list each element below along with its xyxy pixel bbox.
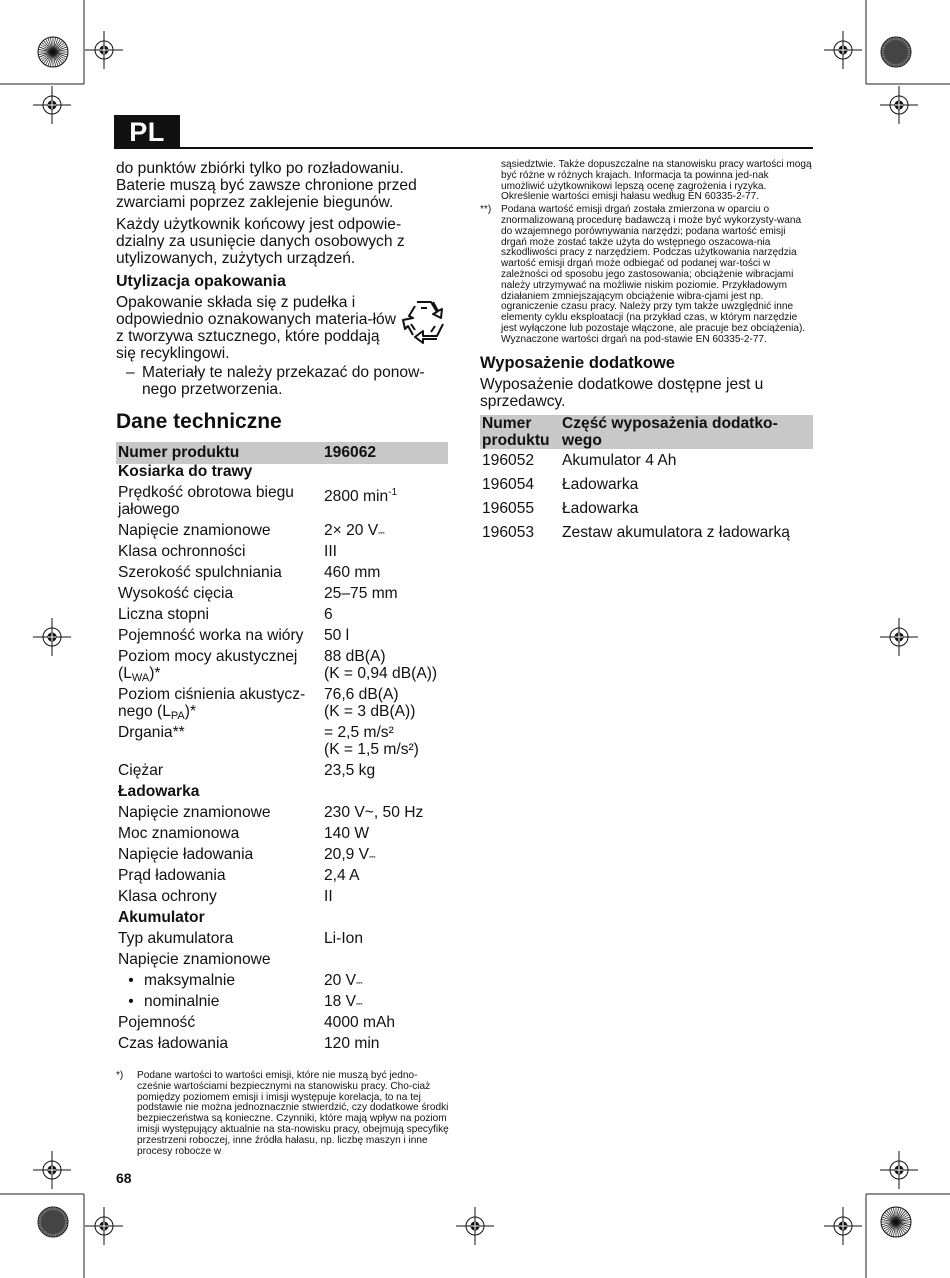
spec-key-text: Poziom ciśnienia akustycz-nego (L	[118, 686, 306, 720]
color-bar-disc-icon	[38, 1207, 68, 1237]
table-row	[116, 523, 448, 544]
spec-subscript: WA	[131, 671, 150, 684]
registration-mark-icon	[880, 86, 918, 124]
spec-value: 23,5 kg	[324, 762, 376, 779]
spec-value: 140 W	[324, 825, 370, 842]
table-row	[116, 805, 448, 826]
spec-key: Napięcie znamionowe	[118, 522, 271, 539]
accessories-text: Wyposażenie dodatkowe dostępne jest u sprzedawcy.	[480, 375, 764, 410]
spec-value-text: 2× 20 V	[324, 522, 379, 539]
registration-mark-icon	[824, 31, 862, 69]
spec-key: Prąd ładowania	[118, 867, 226, 884]
spec-key	[116, 973, 322, 994]
recycling-icon	[399, 296, 449, 344]
table-row	[480, 449, 813, 473]
spec-key: Ciężar	[118, 762, 164, 779]
spec-value	[322, 994, 448, 1015]
spec-header-value: 196062	[322, 442, 448, 464]
table-row	[116, 649, 448, 687]
table-row	[116, 826, 448, 847]
packaging-list-item	[116, 364, 449, 398]
intro-paragraph-2: Każdy użytkownik końcowy jest odpowie-dzialny za usunięcie danych osobowych z utylizowanych, zużytych urządzeń.	[116, 216, 405, 267]
spec-value: Li-Ion	[324, 930, 364, 947]
table-row	[116, 607, 448, 628]
table-row	[116, 847, 448, 868]
table-row	[116, 763, 448, 784]
spec-value: II	[324, 888, 333, 905]
table-row	[480, 497, 813, 521]
spec-section-battery: Akumulator	[118, 909, 205, 926]
spec-key	[116, 687, 322, 725]
table-row	[116, 868, 448, 889]
spec-value	[322, 523, 448, 544]
spec-key: Prędkość obrotowa biegu jałowego	[118, 484, 294, 518]
spec-value: 6	[324, 606, 333, 623]
registration-mark-icon	[456, 1207, 494, 1245]
dash-bullet: –	[126, 364, 135, 381]
accessory-part: Ładowarka	[562, 475, 639, 493]
spec-section-charger: Ładowarka	[118, 783, 200, 800]
header-rule	[180, 147, 813, 149]
spec-value: III	[324, 543, 337, 560]
spec-value-line-1: 76,6 dB(A)	[324, 686, 399, 703]
table-row	[116, 565, 448, 586]
footnote-marker: **)	[480, 204, 492, 216]
table-row	[116, 586, 448, 607]
page-number: 68	[116, 1170, 132, 1186]
language-badge: PL	[114, 115, 180, 149]
spec-superscript: -1	[388, 487, 398, 498]
spec-key: Szerokość spulchniania	[118, 564, 282, 581]
table-row	[480, 473, 813, 497]
packaging-section	[116, 294, 449, 398]
spec-value	[322, 725, 448, 763]
spec-key: Pojemność	[118, 1014, 196, 1031]
accessory-part: Zestaw akumulatora z ładowarką	[562, 523, 790, 541]
spec-header-row	[116, 442, 448, 464]
dc-symbol-icon: ⎓	[356, 978, 362, 987]
spec-section-mower: Kosiarka do trawy	[118, 463, 253, 480]
footnote-marker: *)	[116, 1070, 124, 1081]
spec-value-line-2: (K = 3 dB(A))	[324, 702, 416, 720]
spec-key: Napięcie ładowania	[118, 846, 254, 863]
spec-key: Typ akumulatora	[118, 930, 234, 947]
table-row	[116, 1036, 448, 1057]
spec-header-key: Numer produktu	[116, 442, 322, 464]
table-row	[116, 952, 448, 973]
footnote-emission	[116, 1071, 449, 1157]
spec-key: Pojemność worka na wióry	[118, 627, 304, 644]
spec-key-text: nominalnie	[144, 993, 220, 1010]
table-row	[116, 485, 448, 523]
spec-section-row	[116, 784, 448, 805]
footnote-text: Podana wartość emisji drgań została zmierzona w oparciu o znormalizowaną procedurę badawczą i może być wykorzysty-wana do wzajemnego porównywania narzędzi; podana wartość emisji drgań może zostać także użyta do wstępnego oszacowa-nia szkodliwości pracy z narzędziem. Podczas użytkowania narzędzia wartość emisji drgań może odbiegać od podanej war-tości w zależności od sposobu jego zastosowania; obciążenie wibracjami należy utrzymywać na możliwie niskim poziomie. Przykładowym działaniem zmniejszającym obciążenie wibra-cjami jest np. ograniczenie czasu pracy. Należy przy tym także uwzględnić inne elementy cyklu eksploatacji (na przykład czas, w którym narzędzie jest wyłączone lub pozostaje włączone, ale pracuje bez obciążenia). Wyznaczone wartości drgań na pod-stawie EN 60335-2-77.	[501, 204, 806, 345]
table-row	[116, 1015, 448, 1036]
accessories-heading: Wyposażenie dodatkowe	[480, 353, 675, 372]
accessories-header-row	[480, 415, 813, 449]
spec-value	[322, 847, 448, 868]
table-row	[116, 628, 448, 649]
dc-symbol-icon: ⎓	[378, 528, 384, 537]
spec-value: 25–75 mm	[324, 585, 398, 602]
registration-mark-icon	[33, 618, 71, 656]
color-bar-disc-icon	[881, 1207, 911, 1237]
tech-data-heading: Dane techniczne	[116, 410, 282, 433]
dc-symbol-icon: ⎓	[356, 999, 362, 1008]
accessories-header-part: Część wyposażenia dodatko-wego	[560, 415, 813, 449]
accessories-table	[480, 415, 813, 545]
spec-value-line-1: 88 dB(A)	[324, 648, 386, 665]
spec-key	[116, 649, 322, 687]
spec-value-line-1: = 2,5 m/s²	[324, 724, 394, 741]
registration-mark-icon	[33, 1151, 71, 1189]
packaging-item-text: Materiały te należy przekazać do ponow-nego przetworzenia.	[142, 364, 425, 398]
dc-symbol-icon: ⎓	[369, 852, 375, 861]
spec-key: Napięcie znamionowe	[118, 951, 271, 968]
spec-value	[322, 485, 448, 523]
accessory-number: 196055	[482, 499, 535, 517]
packaging-heading: Utylizacja opakowania	[116, 273, 286, 290]
spec-value: 120 min	[324, 1035, 380, 1052]
registration-mark-icon	[85, 31, 123, 69]
bullet-icon: •	[128, 972, 134, 989]
spec-value-line-2: (K = 0,94 dB(A))	[324, 664, 438, 682]
spec-section-row	[116, 464, 448, 485]
table-row	[116, 931, 448, 952]
left-column	[116, 160, 449, 1157]
table-row	[116, 687, 448, 725]
spec-key-text: Poziom mocy akustycznej (L	[118, 648, 298, 682]
registration-mark-icon	[33, 86, 71, 124]
table-row	[116, 544, 448, 565]
bullet-icon: •	[128, 993, 134, 1010]
table-row	[116, 973, 448, 994]
spec-key	[116, 994, 322, 1015]
accessory-part: Akumulator 4 Ah	[562, 451, 677, 469]
registration-mark-icon	[880, 1151, 918, 1189]
registration-mark-icon	[824, 1207, 862, 1245]
table-row	[116, 725, 448, 763]
spec-value: 230 V~, 50 Hz	[324, 804, 424, 821]
spec-key-suffix: )*	[149, 664, 161, 682]
spec-value-text: 20 V	[324, 972, 357, 989]
color-bar-disc-icon	[38, 37, 68, 67]
spec-value	[322, 649, 448, 687]
spec-value: 2,4 A	[324, 867, 360, 884]
footnote-text: Podane wartości to wartości emisji, które nie muszą być jedno-cześnie wartościami bezpiecznymi na stanowisku pracy. Cho-ciaż pomiędzy poziomem emisji i imisji występuje korelacja, to na tej podstawie nie można jednoznacznie stwierdzić, czy dodatkowe środki bezpieczeństwa są konieczne. Czynniki, które mają wpływ na poziom imisji występujący aktualnie na sta-nowisku pracy, obejmują specyfikę przestrzeni roboczej, inne źródła hałasu, np. liczbę maszyn i inne procesy robocze w	[137, 1070, 449, 1157]
spec-key-text: maksymalnie	[144, 972, 235, 989]
spec-key: Napięcie znamionowe	[118, 804, 271, 821]
table-row	[116, 994, 448, 1015]
spec-key: Klasa ochrony	[118, 888, 217, 905]
spec-section-row	[116, 910, 448, 931]
accessory-number: 196054	[482, 475, 535, 493]
spec-value-text: 2800 min	[324, 488, 389, 505]
spec-key: Klasa ochronności	[118, 543, 246, 560]
registration-mark-icon	[880, 618, 918, 656]
footnote-vibration	[480, 205, 813, 345]
registration-mark-icon	[85, 1207, 123, 1245]
spec-subscript: PA	[170, 709, 185, 722]
spec-value: 460 mm	[324, 564, 381, 581]
spec-value-text: 20,9 V	[324, 846, 370, 863]
spec-value: 50 l	[324, 627, 350, 644]
spec-value: 4000 mAh	[324, 1014, 396, 1031]
accessory-part: Ładowarka	[562, 499, 639, 517]
table-row	[480, 521, 813, 545]
accessory-number: 196053	[482, 523, 535, 541]
accessories-header-number: Numer produktu	[480, 415, 560, 449]
spec-key: Wysokość cięcia	[118, 585, 234, 602]
spec-table	[116, 442, 448, 1057]
right-column	[480, 160, 813, 545]
spec-value	[322, 687, 448, 725]
color-bar-disc-icon	[881, 37, 911, 67]
footnote-emission-continued	[480, 160, 813, 203]
spec-key: Czas ładowania	[118, 1035, 229, 1052]
intro-paragraph-1: do punktów zbiórki tylko po rozładowaniu. Baterie muszą być zawsze chronione przed zwarciami poprzez zaklejenie biegunów.	[116, 160, 417, 211]
spec-key: Moc znamionowa	[118, 825, 240, 842]
spec-key: Drgania**	[118, 724, 185, 741]
spec-value-line-2: (K = 1,5 m/s²)	[324, 740, 419, 758]
spec-value-text: 18 V	[324, 993, 357, 1010]
spec-key: Liczna stopni	[118, 606, 210, 623]
spec-key-suffix: )*	[184, 702, 197, 720]
packaging-text: Opakowanie składa się z pudełka i odpowiednio oznakowanych materia-łów z tworzywa sztucznego, które poddają się recyklingowi.	[116, 294, 396, 362]
accessory-number: 196052	[482, 451, 535, 469]
footnote-text: sąsiedztwie. Także dopuszczalne na stanowisku pracy wartości mogą być różne w różnych krajach. Informacja ta powinna jed-nak umożliwić użytkownikowi lepszą ocenę zagrożenia i ryzyka. Określenie wartości emisji hałasu według EN 60335-2-77.	[501, 159, 812, 203]
table-row	[116, 889, 448, 910]
spec-value	[322, 973, 448, 994]
